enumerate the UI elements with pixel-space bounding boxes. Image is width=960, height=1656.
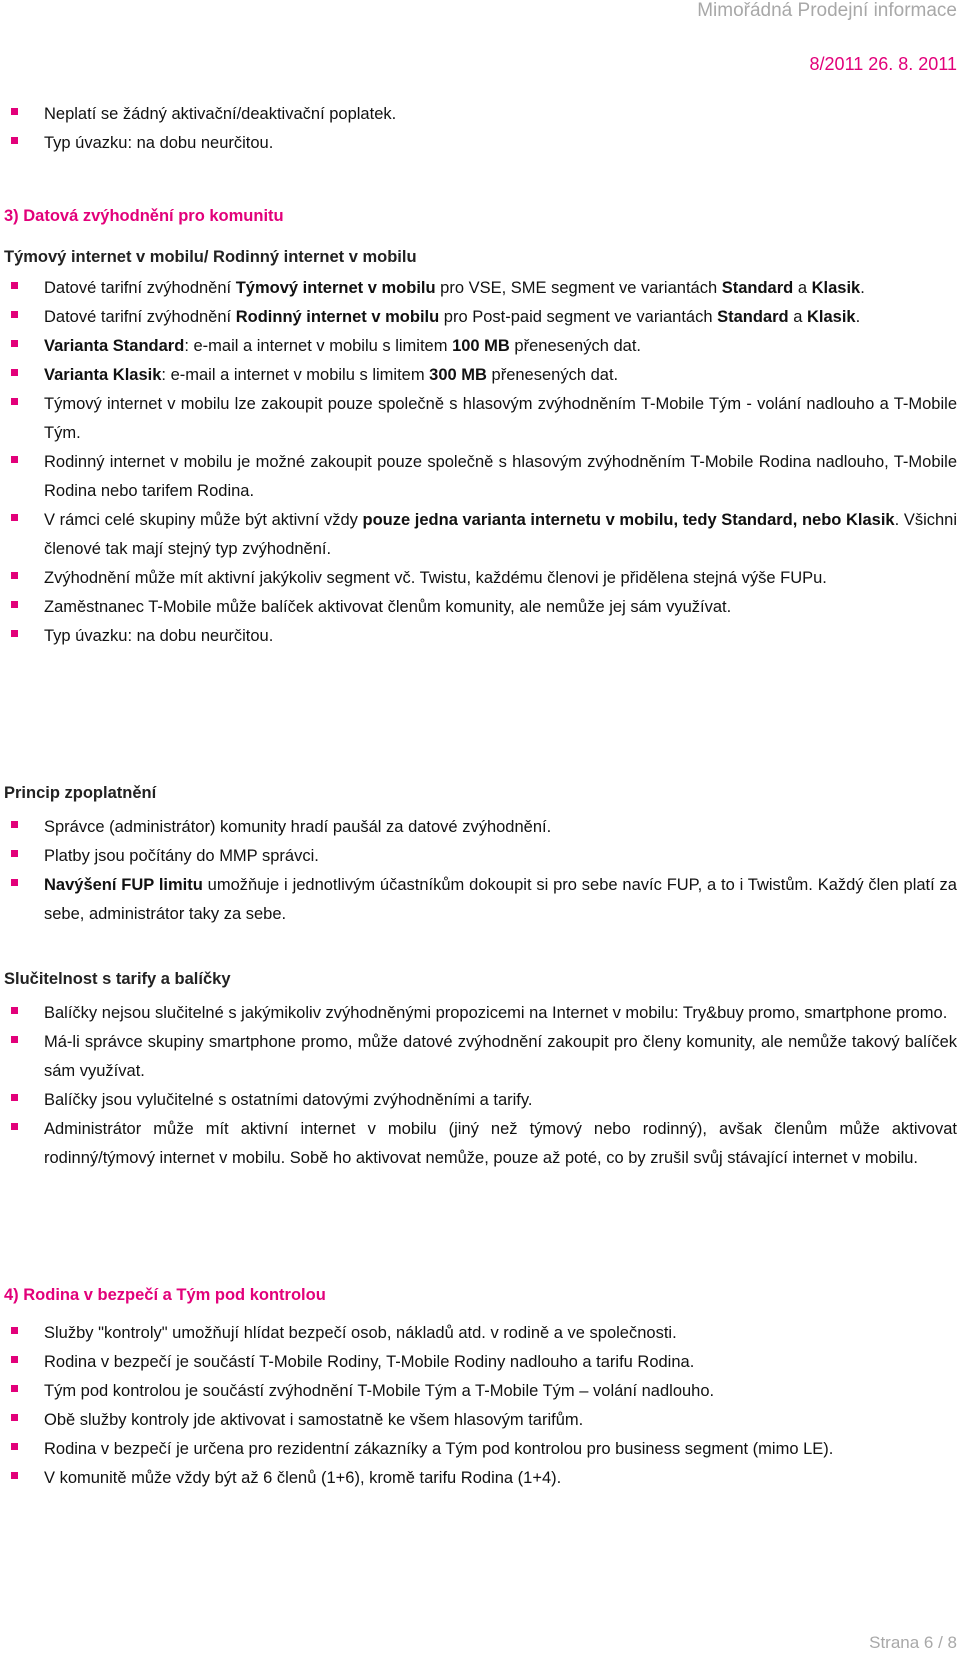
text: Balíčky jsou vylučitelné s ostatními datovými zvýhodněními a tarify. <box>44 1091 533 1109</box>
text: a <box>793 279 812 297</box>
section-3-subheading: Týmový internet v mobilu/ Rodinný internet v mobilu <box>4 248 417 266</box>
text: V rámci celé skupiny může být aktivní vždy <box>44 511 363 529</box>
section-3-heading: 3) Datová zvýhodnění pro komunitu <box>4 207 284 225</box>
list-item <box>4 1435 957 1464</box>
list-item: Typ úvazku: na dobu neurčitou. <box>4 129 957 158</box>
intro-list <box>4 100 957 158</box>
section-4 <box>4 1283 957 1493</box>
list-item <box>4 1028 957 1086</box>
text: Datové tarifní zvýhodnění <box>44 308 236 326</box>
list-item <box>4 813 957 842</box>
bold-text: Varianta Klasik <box>44 366 162 384</box>
text: . Všichni členové tak mají stejný typ zvýhodnění. <box>44 511 958 558</box>
pricing-list <box>4 813 957 929</box>
compat-heading: Slučitelnost s tarify a balíčky <box>4 970 231 988</box>
text: přenesených dat. <box>509 337 642 355</box>
section-3 <box>4 204 957 651</box>
bold-text: 100 MB <box>452 337 510 355</box>
bold-text: Klasik <box>807 308 856 326</box>
text: V komunitě může vždy být až 6 členů (1+6), kromě tarifu Rodina (1+4). <box>44 1469 562 1487</box>
pricing-section <box>4 781 957 929</box>
list-item <box>4 1406 957 1435</box>
list-item <box>4 1377 957 1406</box>
text: Zaměstnanec T-Mobile může balíček aktivovat členům komunity, ale nemůže jej sám využívat. <box>44 598 732 616</box>
list-item <box>4 448 957 506</box>
text: a <box>788 308 807 326</box>
text: pro VSE, SME segment ve variantách <box>435 279 722 297</box>
list-item <box>4 361 957 390</box>
text: : e-mail a internet v mobilu s limitem <box>184 337 453 355</box>
text: Rodina v bezpečí je určena pro rezidentní zákazníky a Tým pod kontrolou pro business segment (mimo LE). <box>44 1440 834 1458</box>
list-item <box>4 593 957 622</box>
list-item <box>4 1464 957 1493</box>
text: . <box>855 308 861 326</box>
list-item <box>4 274 957 303</box>
page-number: Strana 6 / 8 <box>869 1633 957 1652</box>
list-item <box>4 842 957 871</box>
list-item <box>4 1319 957 1348</box>
text: Tým pod kontrolou je součástí zvýhodnění T-Mobile Tým a T-Mobile Tým – volání nadlouho. <box>44 1382 715 1400</box>
list-item <box>4 506 957 564</box>
text: Rodinný internet v mobilu je možné zakoupit pouze společně s hlasovým zvýhodněním T-Mobile Rodina nadlouho, T-Mobile Rodina nebo tarifem Rodina. <box>44 453 957 500</box>
text: . <box>860 279 865 297</box>
bold-text: Navýšení FUP limitu <box>44 876 203 894</box>
text: pro Post-paid segment ve variantách <box>439 308 718 326</box>
list-item <box>4 1115 957 1173</box>
list-item <box>4 622 957 651</box>
text: Týmový internet v mobilu lze zakoupit pouze společně s hlasovým zvýhodněním T-Mobile Tým - volání nadlouho a T-Mobile Tým. <box>44 395 957 442</box>
list-item <box>4 999 957 1028</box>
text: Zvýhodnění může mít aktivní jakýkoliv segment vč. Twistu, každému členovi je přidělena stejná výše FUPu. <box>44 569 827 587</box>
list-item <box>4 390 957 448</box>
text: Správce (administrátor) komunity hradí paušál za datové zvýhodnění. <box>44 818 552 836</box>
intro-section <box>4 100 957 158</box>
text: Rodina v bezpečí je součástí T-Mobile Rodiny, T-Mobile Rodiny nadlouho a tarifu Rodina. <box>44 1353 695 1371</box>
text: Má-li správce skupiny smartphone promo, může datové zvýhodnění zakoupit pro členy komunity, ale nemůže takový balíček sám využívat. <box>44 1033 957 1080</box>
bold-text: Týmový internet v mobilu <box>235 279 436 297</box>
compat-section <box>4 967 957 1173</box>
section-4-heading: 4) Rodina v bezpečí a Tým pod kontrolou <box>4 1286 326 1304</box>
bold-text: 300 MB <box>429 366 487 384</box>
list-item <box>4 1086 957 1115</box>
list-item <box>4 871 957 929</box>
text: přenesených dat. <box>486 366 619 384</box>
text: Balíčky nejsou slučitelné s jakýmikoliv zvýhodněnými propozicemi na Internet v mobilu: Try&buy promo, smartphone promo. <box>44 1004 948 1022</box>
section-4-list <box>4 1319 957 1493</box>
bold-text: Klasik <box>811 279 861 297</box>
document-header-date: 8/2011 26. 8. 2011 <box>809 54 957 74</box>
text: Typ úvazku: na dobu neurčitou. <box>44 627 274 645</box>
text: umožňuje i jednotlivým účastníkům dokoupit si pro sebe navíc FUP, a to i Twistům. Každý člen platí za sebe, administrátor taky za sebe. <box>44 876 957 923</box>
list-item <box>4 332 957 361</box>
bold-text: Standard <box>717 308 789 326</box>
text: Datové tarifní zvýhodnění <box>44 279 236 297</box>
text: Administrátor může mít aktivní internet v mobilu (jiný než týmový nebo rodinný), avšak členům může aktivovat rodinný/týmový internet v mobilu. Sobě ho aktivovat nemůže, pouze až poté, co by zrušil svůj stávající internet v mobilu. <box>44 1120 957 1167</box>
text: Platby jsou počítány do MMP správci. <box>44 847 319 865</box>
document-header-title: Mimořádná Prodejní informace <box>697 0 957 21</box>
list-item: Neplatí se žádný aktivační/deaktivační poplatek. <box>4 100 957 129</box>
pricing-heading: Princip zpoplatnění <box>4 784 157 802</box>
section-3-list <box>4 274 957 651</box>
compat-list <box>4 999 957 1173</box>
text: : e-mail a internet v mobilu s limitem <box>161 366 430 384</box>
bold-text: Standard <box>721 279 794 297</box>
bold-text: pouze jedna varianta internetu v mobilu, tedy Standard, nebo Klasik <box>362 511 895 529</box>
bold-text: Varianta Standard <box>44 337 185 355</box>
list-item <box>4 303 957 332</box>
text: Služby "kontroly" umožňují hlídat bezpečí osob, nákladů atd. v rodině a ve společnosti. <box>44 1324 677 1342</box>
list-item <box>4 564 957 593</box>
text: Obě služby kontroly jde aktivovat i samostatně ke všem hlasovým tarifům. <box>44 1411 584 1429</box>
list-item <box>4 1348 957 1377</box>
bold-text: Rodinný internet v mobilu <box>235 308 440 326</box>
